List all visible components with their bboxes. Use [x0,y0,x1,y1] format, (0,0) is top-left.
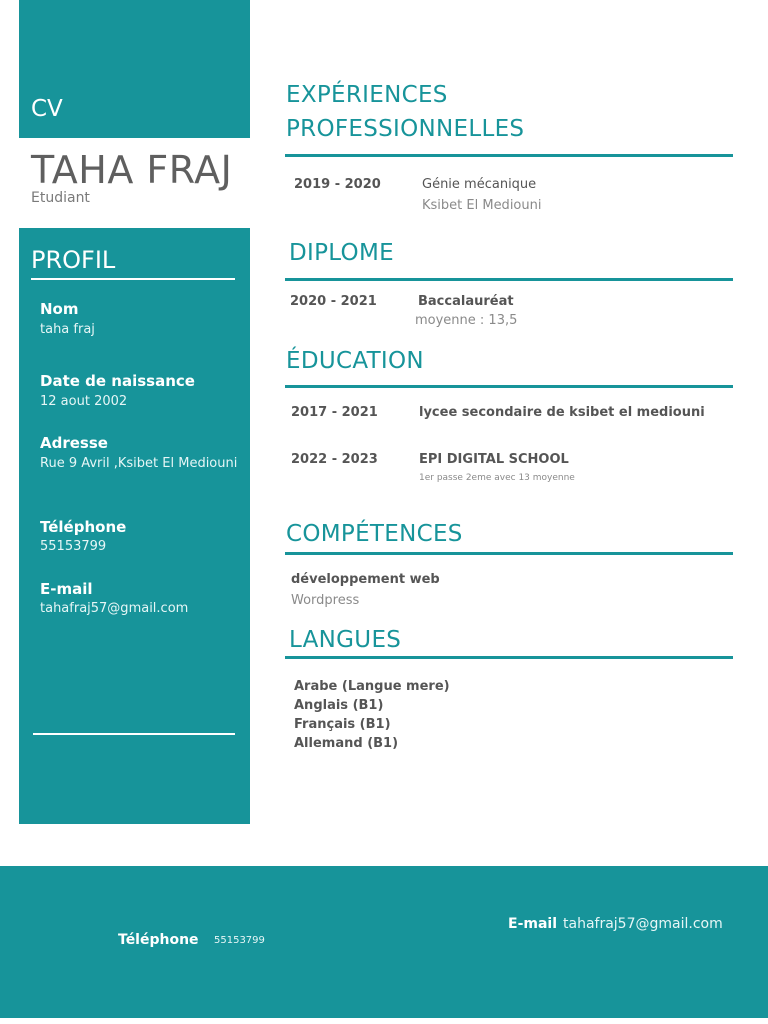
footer-band [0,866,768,1018]
competence-detail: Wordpress [291,593,360,608]
cv-label: CV [31,96,63,122]
langues-divider [285,656,733,659]
education-school-2: EPI DIGITAL SCHOOL [419,452,569,467]
field-label-nom: Nom [40,300,79,318]
language-item: Arabe (Langue mere) [294,679,450,694]
experience-place: Ksibet El Mediouni [422,198,542,213]
footer-email-value: tahafraj57@gmail.com [563,916,723,932]
education-dates-1: 2017 - 2021 [291,405,378,420]
person-name: TAHA FRAJ [31,148,233,192]
experience-dates: 2019 - 2020 [294,177,381,192]
field-value-address: Rue 9 Avril ,Ksibet El Mediouni [40,456,238,471]
field-value-birthdate: 12 aout 2002 [40,394,128,409]
diplome-dates: 2020 - 2021 [290,294,377,309]
experiences-title-line1: EXPÉRIENCES [286,82,448,108]
field-label-address: Adresse [40,434,108,452]
footer-phone-label: Téléphone [118,932,199,948]
profil-title: PROFIL [31,246,116,274]
diplome-name: Baccalauréat [418,294,514,309]
education-dates-2: 2022 - 2023 [291,452,378,467]
language-item: Anglais (B1) [294,698,384,713]
education-note-2: 1er passe 2eme avec 13 moyenne [419,473,575,483]
experiences-title-line2: PROFESSIONNELLES [286,116,525,142]
sidebar-bottom-divider [33,733,235,735]
experience-title: Génie mécanique [422,177,537,192]
field-label-phone: Téléphone [40,518,127,536]
competence-name: développement web [291,572,440,587]
langues-title: LANGUES [289,627,402,653]
diplome-title: DIPLOME [289,240,394,266]
education-school-1: lycee secondaire de ksibet el mediouni [419,405,705,420]
experiences-divider [285,154,733,157]
education-title: ÉDUCATION [286,348,424,374]
language-item: Allemand (B1) [294,736,399,751]
language-item: Français (B1) [294,717,391,732]
field-value-phone: 55153799 [40,539,107,554]
footer-phone-value: 55153799 [214,935,265,946]
education-divider [285,385,733,388]
field-value-nom: taha fraj [40,322,95,337]
field-value-email: tahafraj57@gmail.com [40,601,189,616]
field-label-birthdate: Date de naissance [40,372,195,390]
competences-title: COMPÉTENCES [286,521,463,547]
profil-divider [31,278,235,280]
diplome-divider [285,278,733,281]
competences-divider [285,552,733,555]
langues-list [294,677,450,753]
field-label-email: E-mail [40,580,93,598]
diplome-note: moyenne : 13,5 [415,313,518,328]
footer-email-label: E-mail [508,916,558,932]
person-role: Etudiant [31,190,90,206]
